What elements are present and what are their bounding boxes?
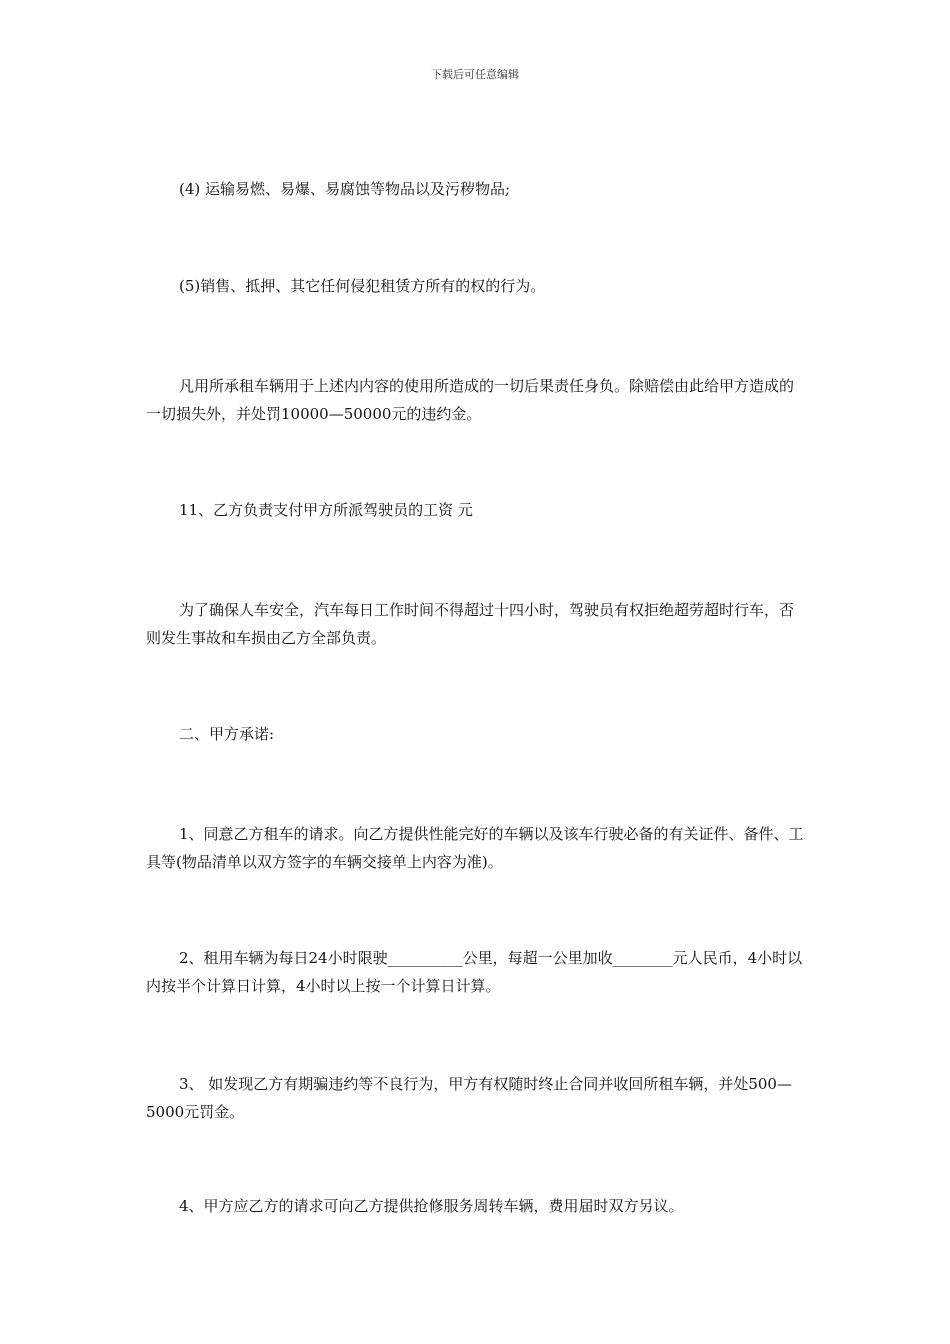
paragraph-commitment-3: 3、 如发现乙方有期骗违约等不良行为，甲方有权随时终止合同并收回所租车辆，并处500—5000元罚金。 (146, 1075, 792, 1121)
paragraph-clause-11: 11、乙方负责支付甲方所派驾驶员的工资 元 (179, 501, 473, 519)
paragraph-safety: 为了确保人车安全，汽车每日工作时间不得超过十四小时，驾驶员有权拒绝超劳超时行车，否则发生事故和车损由乙方全部负责。 (146, 601, 795, 647)
paragraph-commitment-2: 2、租用车辆为每日24小时限驶__________公里，每超一公里加收________元人民币，4小时以内按半个计算日计算，4小时以上按一个计算日计算。 (146, 949, 803, 995)
paragraph-liability: 凡用所承租车辆用于上述内内容的使用所造成的一切后果责任身负。除赔偿由此给甲方造成的一切损失外，并处罚10000—50000元的违约金。 (146, 377, 795, 423)
paragraph-commitment-4: 4、甲方应乙方的请求可向乙方提供抢修服务周转车辆，费用届时双方另议。 (179, 1197, 684, 1215)
page-header: 下载后可任意编辑 (431, 68, 519, 81)
paragraph-item-4: (4) 运输易燃、易爆、易腐蚀等物品以及污秽物品; (179, 180, 511, 198)
section-heading-party-a: 二、甲方承诺: (179, 725, 275, 743)
paragraph-item-5: (5)销售、抵押、其它任何侵犯租赁方所有的权的行为。 (179, 277, 546, 295)
paragraph-commitment-1: 1、同意乙方租车的请求。向乙方提供性能完好的车辆以及该车行驶必备的有关证件、备件、工具等(物品清单以双方签字的车辆交接单上内容为准)。 (146, 825, 804, 871)
